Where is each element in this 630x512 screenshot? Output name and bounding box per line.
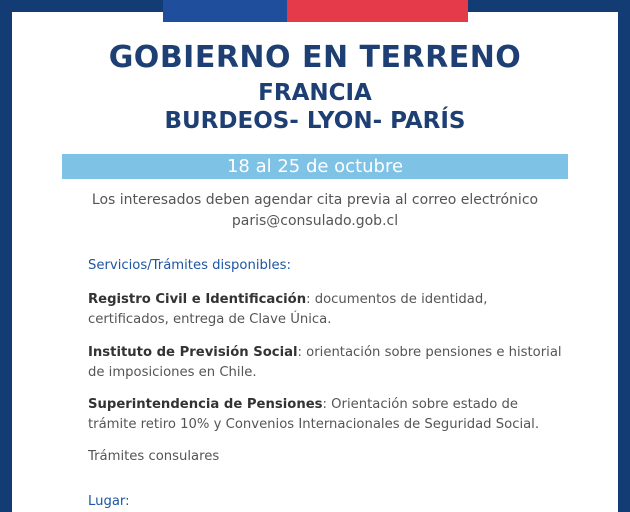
flag-stripe-red bbox=[287, 0, 468, 22]
intro-text bbox=[0, 190, 630, 232]
main-title: GOBIERNO EN TERRENO bbox=[108, 40, 522, 75]
cities-title: BURDEOS- LYON- PARÍS bbox=[164, 108, 466, 134]
date-bar: 18 al 25 de octubre bbox=[62, 154, 568, 179]
country-title: FRANCIA bbox=[258, 80, 372, 106]
service-item bbox=[88, 343, 568, 383]
flag-stripe-blue bbox=[163, 0, 287, 22]
service-desc: : documentos de identidad, certificados, entrega de Clave Única. bbox=[88, 292, 488, 327]
service-name: Superintendencia de Pensiones bbox=[88, 397, 323, 412]
services-heading: Servicios/Trámites disponibles: bbox=[88, 258, 291, 273]
service-name: Registro Civil e Identificación bbox=[88, 292, 307, 307]
service-desc: : Orientación sobre estado de trámite retiro 10% y Convenios Internacionales de Seguridad Social. bbox=[88, 397, 540, 432]
contact-email[interactable]: paris@consulado.gob.cl bbox=[231, 213, 399, 229]
service-item bbox=[88, 395, 568, 435]
consular-services: Trámites consulares bbox=[88, 449, 220, 464]
service-item bbox=[88, 290, 568, 330]
service-name: Instituto de Previsión Social bbox=[88, 345, 298, 360]
cut-heading: Lugar: bbox=[88, 494, 130, 509]
service-desc: : orientación sobre pensiones e historial de imposiciones en Chile. bbox=[88, 345, 562, 380]
intro-line: Los interesados deben agendar cita previa al correo electrónico bbox=[91, 192, 539, 208]
